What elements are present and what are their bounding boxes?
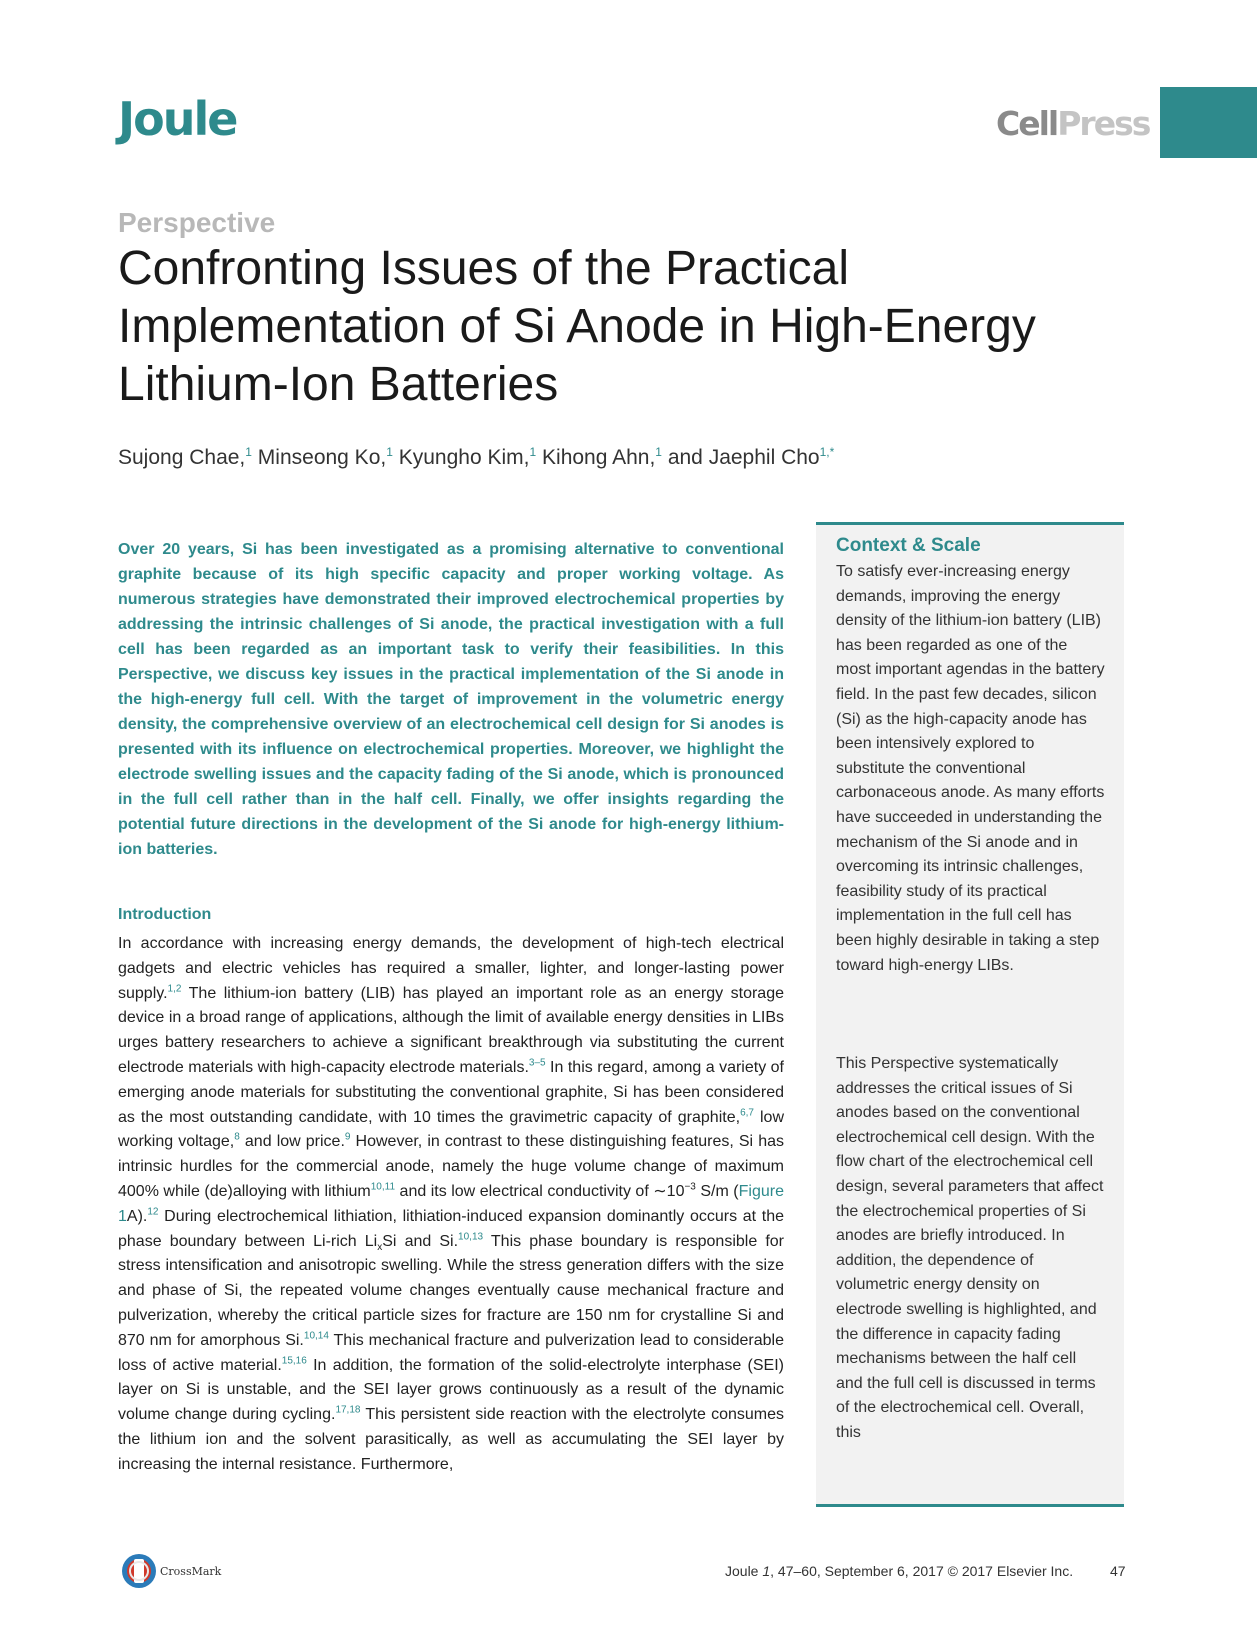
body-text: During electrochemical lithiation, lithiation-induced expansion dominantly occurs at the phase boundary between Li-rich Li [118, 1207, 784, 1250]
figure-link[interactable]: Figure 1 [118, 1182, 784, 1225]
article-title: Confronting Issues of the Practical Implementation of Si Anode in High-Energy Lithium-Ion Batteries [118, 242, 1036, 411]
author-list [118, 445, 834, 470]
author-affiliation[interactable]: 1 [245, 445, 252, 459]
body-text: and low price. [239, 1133, 345, 1151]
cellpress-logo [996, 104, 1149, 143]
crossmark-label[interactable]: CrossMark [160, 1565, 222, 1578]
context-paragraph: This Perspective systematically addresses the critical issues of Si anodes based on the conventional electrochemical cell design. With the flow chart of the electrochemical cell design, several parameters that affect the electrochemical properties of Si anodes are briefly introduced. In addition, the dependence of volumetric energy density on electrode swelling is highlighted, and the difference in capacity fading mechanisms between the half cell and the full cell is discussed in terms of the electrochemical cell. Overall, this [836, 1055, 1104, 1441]
author-name: Kihong Ahn, [542, 446, 656, 469]
citation-ref[interactable]: 8 [234, 1132, 240, 1144]
author-name: Sujong Chae, [118, 446, 246, 469]
author-name: and Jaephil Cho [667, 446, 820, 469]
cellpress-logo-cell: Cell [996, 104, 1058, 143]
body-text: The lithium-ion battery (LIB) has played an important role as an energy storage device in a broad range of applications, although the limit of available energy densities in LIBs urges battery researchers to achieve a significant breakthrough via substituting the current electrode materials with high-capacity electrode materials. [118, 984, 784, 1076]
body-text: In addition, the formation of the solid-electrolyte interphase (SEI) layer on Si is unstable, and the SEI layer grows continuously as a result of the dynamic volume change during cycling. [118, 1356, 784, 1424]
article-type: Perspective [118, 207, 276, 238]
author-name: Kyungho Kim, [398, 446, 530, 469]
introduction-body [118, 932, 784, 1478]
body-text: In this regard, among a variety of emerging anode materials for substituting the conventional graphite, Si has been considered as the most outstanding candidate, with 10 times the gravimetric capacity of graphite, [118, 1058, 785, 1126]
citation-ref[interactable]: 1,2 [167, 983, 182, 995]
citation-ref[interactable]: 10,11 [370, 1181, 396, 1193]
body-text: This mechanical fracture and pulverization lead to considerable loss of active material. [118, 1331, 785, 1374]
body-text: S/m ( [695, 1182, 739, 1200]
abstract: Over 20 years, Si has been investigated as a promising alternative to conventional graphite because of its high specific capacity and proper working voltage. As numerous strategies have demonstrated their improved electrochemical properties by addressing the intrinsic challenges of Si anode, the practical investigation with a full cell has been regarded as an important task to verify their feasibilities. In this Perspective, we discuss key issues in the practical implementation of the Si anode in the high-energy full cell. With the target of improvement in the volumetric energy density, the comprehensive overview of an electrochemical cell design for Si anodes is presented with its influence on electrochemical properties. Moreover, we highlight the electrode swelling issues and the capacity fading of the Si anode, which is pronounced in the full cell rather than in the half cell. Finally, we offer insights regarding the potential future directions in the development of the Si anode for high-energy lithium-ion batteries. [118, 541, 784, 858]
section-heading-introduction: Introduction [118, 906, 212, 923]
author-affiliation[interactable]: 1 [655, 445, 662, 459]
citation-ref[interactable]: 3–5 [528, 1057, 546, 1069]
citation-ref[interactable]: 10,13 [458, 1231, 484, 1243]
journal-citation [725, 1563, 1073, 1579]
context-scale-heading: Context & Scale [836, 535, 981, 556]
citation-details: , 47–60, September 6, 2017 © 2017 Elsevier Inc. [770, 1563, 1074, 1579]
corner-color-tab [1160, 87, 1257, 158]
citation-ref[interactable]: 15,16 [281, 1355, 307, 1367]
context-paragraph: To satisfy ever-increasing energy demands, improving the energy density of the lithium-ion battery (LIB) has been regarded as one of the most important agendas in the battery field. In the past few decades, silicon (Si) as the high-capacity anode has been intensively explored to substitute the conventional carbonaceous anode. As many efforts have succeeded in understanding the mechanism of the Si anode and in overcoming its intrinsic challenges, feasibility study of its practical implementation in the full cell has been highly desirable in taking a step toward high-energy LIBs. [836, 563, 1105, 974]
body-text: In accordance with increasing energy demands, the development of high-tech electrical gadgets and electric vehicles has required a smaller, lighter, and longer-lasting power supply. [118, 935, 784, 1002]
body-text: However, in contrast to these distinguishing features, Si has intrinsic hurdles for the commercial anode, namely the huge volume change of maximum 400% while (de)alloying with lithium [118, 1133, 784, 1200]
subscript: x [377, 1241, 383, 1253]
cellpress-logo-press: Press [1057, 104, 1150, 143]
citation-volume: 1 [762, 1563, 771, 1579]
body-text: and its low electrical conductivity of ∼10 [395, 1182, 685, 1200]
citation-ref[interactable]: 17,18 [335, 1404, 361, 1416]
citation-ref[interactable]: 12 [147, 1206, 159, 1218]
crossmark-icon[interactable] [121, 1553, 157, 1589]
page-number: 47 [1110, 1563, 1126, 1579]
body-text: A). [126, 1207, 148, 1225]
author-affiliation[interactable]: 1 [529, 445, 537, 459]
citation-ref[interactable]: 6,7 [740, 1107, 754, 1119]
author-affiliation[interactable]: 1 [386, 445, 393, 459]
journal-logo: Joule [118, 92, 237, 146]
exponent: −3 [684, 1181, 696, 1193]
body-text: This persistent side reaction with the electrolyte consumes the lithium ion and the solvent parasitically, as well as accumulating the SEI layer by increasing the internal resistance. Furthermore, [118, 1406, 785, 1473]
body-text: Si and Si. [382, 1232, 459, 1250]
author-name: Minseong Ko, [257, 446, 387, 469]
citation-ref[interactable]: 10,14 [303, 1330, 329, 1342]
body-text: This phase boundary is responsible for stress intensification and anisotropic swelling. While the stress generation differs with the size and phase of Si, the repeated volume changes eventually cause mechanical fracture and pulverization, whereby the critical particle sizes for fracture are 150 nm for crystalline Si and 870 nm for amorphous Si. [118, 1232, 785, 1349]
author-affiliation[interactable]: 1,* [819, 445, 835, 459]
citation-ref[interactable]: 9 [344, 1132, 351, 1144]
body-text: low working voltage, [118, 1108, 785, 1151]
citation-journal: Joule [725, 1563, 763, 1579]
